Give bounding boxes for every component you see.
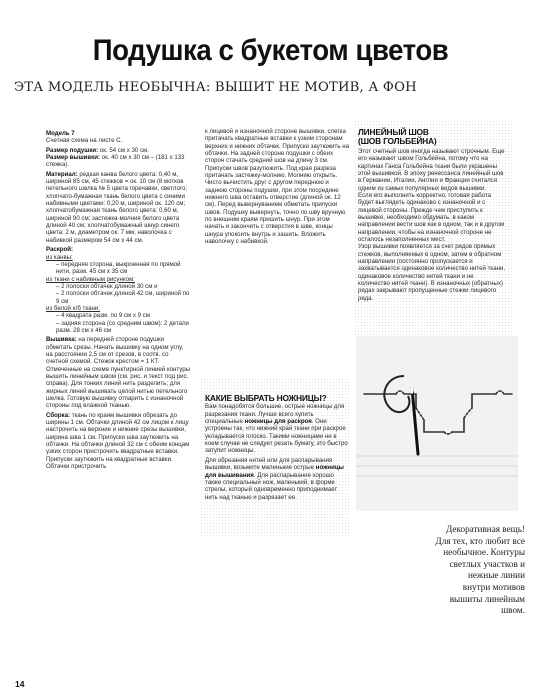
continuation-text: к лицевой и изнаночной стороне вышивки, слегка притачать квадратные вставки к узким сторонам верхних и нижних обтачек. Припуски заутюжить на обтачки. На задней стороне подушки с обеих сторон стачать средний шов на длину 3 см. Припуски швов разутюжить. Под края разреза притачать застежку-молнию. Молнию открыть. Чисто вычистить друг с другом переднюю и заднюю стороны подушки, при этом посредине нижнего шва оставить отверстие (длиной ок. 12 см). Перед вывернуванием обметать припуски швов. Подушку вывернуть, точно по шву вручную по внешним краям пришить шнур. При этом начать и закончить с отверстия в шве, концы шнура упокоить внутрь и зашить. Вложить наволочку с набивкой.: [205, 128, 349, 246]
caption-line: необычное. Контуры: [443, 547, 525, 558]
page-title: Подушка с букетом цветов: [92, 34, 449, 67]
material-text: редкая канва белого цвета: 0,40 м, шириной 85 см, 45 стежков = ок. 10 см (8 мотков петельного шелка № 5 цвета горечавки, светлого; хлопчато-бумажная ткань белого цвета с синими набивными цветами: 0,20 м, шириной ок. 120 см; хлопчатобумажная ткань белого цвета: 0,60 м, шириной 90 см; застежка-молния белого цвета длиной 40 см; хлопчатобумажный шнур синего цвета: 2 м, диаметром ок. 7 мм; наволочка с набивкой размером 54 см х 44 см.: [46, 170, 188, 244]
stitching-paragraph: [46, 336, 191, 409]
caption-line: вышиты линейным: [449, 593, 525, 604]
caption-line: внутри мотивов: [462, 581, 525, 592]
holbein-heading: [358, 128, 506, 147]
caption-line: светлых участков и: [449, 558, 525, 569]
scissors-text-3: Для обрезания нитей или для распарывания вышивки, возьмите маленькие острые: [205, 456, 333, 472]
scissors-text-4: . Для распарывания хорошо также специальный нож, маленький, в форме стрелы, который одновременно приподнимает нить над тканью и разрезает ее.: [205, 471, 338, 501]
holbein-paragraph-2: Если его выполнить корректно, готовая работа будет выглядеть одинаково с изнаночной и с лицевой стороны. Прежде чем приступить к вышивке, необходимо обдумать, в каком направлении вести шов как в одном, так и в другом направлении, чтобы на изнаночной стороне не осталось незаполненных мест.: [358, 191, 505, 243]
embroidery-size-paragraph: [46, 154, 191, 169]
embroidery-size-text: ок. 40 см х 30 см – (181 х 133 стежка).: [46, 154, 185, 169]
stitching-label: Вышивка:: [46, 336, 77, 344]
holbein-heading-line-1: ЛИНЕЙНЫЙ ШОВ: [358, 127, 429, 137]
scheme-note: Счетная схема на листе С.: [46, 137, 123, 145]
page-number: 14: [15, 679, 25, 689]
caption-line: Декоративная вещь!: [446, 524, 525, 534]
white-fabric-label: из белой х/б ткани:: [46, 304, 100, 312]
cut-item-4: – 4 квадрата разм. по 9 см х 9 см: [56, 312, 150, 320]
scissors-paragraph-2: [205, 457, 349, 501]
canvas-label: из канвы:: [46, 253, 73, 261]
column-instructions: [46, 130, 191, 470]
cut-item-5: – задняя сторона (со средним швом): 2 детали разм. 28 см х 46 см: [56, 319, 189, 334]
assembly-paragraph: [46, 412, 191, 471]
size-text: ок. 54 см х 30 см.: [98, 146, 149, 154]
assembly-label: Сборка:: [46, 411, 70, 419]
photo-caption: [377, 524, 525, 617]
model-label: Модель 7: [46, 130, 75, 137]
caption-line: нежные линии: [467, 570, 525, 581]
stitching-text: на передней стороне подушки обметать срезы. Начать вышивку на одном углу, на расстоянии 2,5 см от срезов, в соотв. со счетной схемой. Стежок крестом = 1 КТ. Отмеченные на схеме пунктирной линией контуры вышить линейным швом (см. рис. и текст под рис. справа). Для тонких линий нить разделить; для жирных линий вышивать целой нитью петельного шелка. Готовую вышивку отпарить с изнаночной стороны под влажной тканью.: [46, 336, 190, 410]
scissors-heading: КАКИЕ ВЫБРАТЬ НОЖНИЦЫ?: [205, 393, 327, 403]
cut-label: Раскрой:: [46, 246, 74, 254]
scissors-bold-1: ножницы для раскроя: [244, 418, 312, 426]
scissors-paragraph-1: [205, 403, 349, 454]
cut-item-2: – 2 полоски обтачек длиной 30 см и: [56, 282, 158, 290]
holbein-stitch-illustration: [356, 336, 518, 511]
caption-line: Для тех, кто любит все: [435, 535, 525, 546]
size-label: Размер подушки:: [46, 146, 99, 154]
column-holbein-stitch: [358, 128, 506, 302]
needle-eye: [411, 386, 414, 394]
column-continuation: [205, 128, 349, 246]
illustration-background: [356, 336, 518, 511]
print-fabric-label: из ткани с набивным рисунком:: [46, 275, 135, 283]
scissors-text-1: Вам понадобятся большие, острые ножницы для разрезания ткани. Лучше всего купить специальные: [205, 403, 345, 426]
embroidery-size-label: Размер вышивки:: [46, 154, 100, 162]
scissors-text-2: . Они устроены так, что нижний край ткани при раскрое укладывается плоско. Такими ножницами ни в коем случае не следует резать бумагу, это быстро затупит ножницы.: [205, 418, 348, 455]
scissors-section: [205, 394, 349, 501]
page-subtitle: ЭТА МОДЕЛЬ НЕОБЫЧНА: ВЫШИТ НЕ МОТИВ, А ФОН: [14, 80, 417, 95]
caption-line: швом.: [501, 605, 525, 616]
holbein-paragraph-3: Узор вышивки появляется за счет рядов прямых стежков, выполняемых в одном, затем в обратном направлении (постоянно пропускается и захватывается одинаковое количество нитей ткани, одинаковое количество нитей ткани и не количество нитей ткани). В изнаночных (обратных) рядах закрывают пропущенные стежки лицевого ряда.: [358, 243, 506, 302]
scissors-bold-2: ножницы для вышивания: [205, 464, 344, 479]
material-label: Материал:: [46, 170, 78, 178]
holbein-paragraph-1: Этот счетный шов иногда называют строчным. Еще его называют швом Гольбейна, потому что на картинах Ганса Гольбейна ткани были украшены этой вышивкой. В эпоху ренессанса линейный шов в Германии, Италии, Англии и Франции считался одним из самых популярных видов вышивки.: [358, 147, 505, 192]
size-paragraph: [46, 147, 191, 154]
cut-item-3: – 2 полоски обтачек длиной 42 см, шириной по 9 см: [56, 290, 190, 305]
holbein-heading-line-2: (ШОВ ГОЛЬБЕЙНА): [358, 136, 437, 147]
material-paragraph: [46, 171, 191, 244]
cut-item-1: – передняя сторона, выкроенная по прямой нити, разм. 45 см х 35 см: [56, 260, 181, 276]
assembly-text: ткань по краям вышивки обрезать до ширины 1 см. Обтачки длиной 42 см лицом к лицу настрочить на верхние и нижние срезы вышивки, ширина шва 1 см. Припуски шва заутюжить на обтачки. На обтачки длиной 32 см с обеим концам узких сторон пристрочить квадратные вставки. Припуски заутюжить на квадратные вставки. Обтачки пристрочить: [46, 411, 190, 471]
